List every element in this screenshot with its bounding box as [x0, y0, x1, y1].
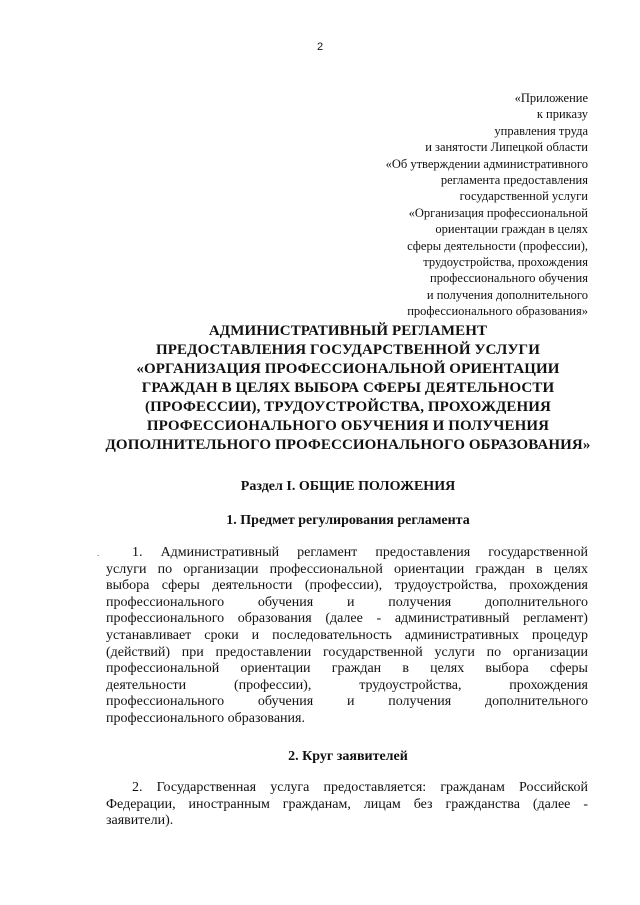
- word: сферы: [161, 578, 200, 594]
- word: прохождения: [509, 578, 588, 594]
- word: предоставляется:: [323, 780, 427, 795]
- word: при: [181, 644, 204, 660]
- paragraph-line: [106, 813, 588, 830]
- paragraph-line: [106, 678, 588, 695]
- appendix-line: и занятости Липецкой области: [425, 140, 588, 155]
- word: административный: [394, 611, 510, 627]
- word: (далее: [532, 796, 571, 812]
- paragraph-line: [106, 628, 588, 645]
- word: профессионального: [106, 694, 225, 710]
- paragraph-line: [106, 611, 588, 628]
- appendix-line: трудоустройства, прохождения: [423, 255, 588, 270]
- word: 2.: [132, 780, 143, 795]
- word: процедур: [531, 627, 588, 643]
- title-line: ПРЕДОСТАВЛЕНИЯ ГОСУДАРСТВЕННОЙ УСЛУГИ: [156, 342, 540, 358]
- paragraph-line: [106, 578, 588, 595]
- word: Федерации,: [106, 796, 176, 812]
- word: (действий): [106, 644, 171, 660]
- word: получения: [388, 594, 452, 610]
- word: трудоустройства,: [359, 677, 462, 693]
- word: услуги: [106, 561, 147, 577]
- word: регламент: [297, 545, 358, 560]
- word: государственной: [488, 545, 588, 560]
- word: сферы: [549, 661, 588, 677]
- word: целях: [430, 661, 465, 677]
- word: заявители).: [106, 813, 174, 829]
- word: обучения: [257, 694, 314, 710]
- word: по: [486, 644, 502, 660]
- subsection-1-paragraph: [106, 545, 588, 728]
- word: гражданства: [445, 796, 520, 812]
- word: граждан: [331, 661, 382, 677]
- appendix-line: ориентации граждан в целях: [435, 222, 588, 237]
- word: дополнительного: [484, 694, 588, 710]
- word: без: [413, 796, 433, 812]
- word: гражданам: [440, 780, 505, 795]
- word: Административный: [160, 545, 280, 560]
- word: (профессии),: [304, 578, 383, 594]
- word: организации: [512, 644, 588, 660]
- appendix-line: профессионального обучения: [430, 271, 588, 286]
- title-line: ГРАЖДАН В ЦЕЛЯХ ВЫБОРА СФЕРЫ ДЕЯТЕЛЬНОСТИ: [141, 380, 555, 396]
- word: ориентации: [394, 561, 465, 577]
- appendix-block: [288, 90, 588, 320]
- paragraph-line: [106, 694, 588, 711]
- margin-mark: .: [97, 548, 100, 558]
- title-line: АДМИНИСТРАТИВНЫЙ РЕГЛАМЕНТ: [208, 323, 488, 339]
- word: обучения: [257, 594, 314, 610]
- word: -: [583, 796, 588, 812]
- word: выбора: [485, 661, 529, 677]
- appendix-line: «Приложение: [514, 91, 588, 105]
- word: ориентации: [240, 661, 311, 677]
- word: (далее: [325, 611, 363, 627]
- word: Российской: [519, 780, 588, 795]
- word: профессиональной: [106, 661, 220, 677]
- appendix-line: «Об утверждении административного: [385, 156, 588, 171]
- word: 1.: [132, 545, 143, 560]
- appendix-line: государственной услуги: [459, 189, 588, 204]
- word: и: [346, 694, 355, 710]
- word: Государственная: [156, 780, 257, 795]
- word: по: [157, 561, 173, 577]
- word: иностранным: [188, 796, 270, 812]
- word: профессионального: [106, 594, 225, 610]
- word: устанавливает: [106, 627, 192, 643]
- word: получения: [388, 694, 452, 710]
- word: образования: [237, 611, 312, 627]
- word: профессионального: [106, 611, 225, 627]
- word: и: [251, 627, 260, 643]
- paragraph-line: [106, 661, 588, 678]
- paragraph-line: [106, 797, 588, 814]
- subsection-1-heading: 1. Предмет регулирования регламента: [226, 513, 470, 528]
- paragraph-line: [106, 711, 588, 728]
- word: целях: [553, 561, 588, 577]
- word: дополнительного: [484, 594, 588, 610]
- word: государственной: [323, 644, 423, 660]
- word: регламент): [523, 611, 588, 627]
- appendix-line: регламента предоставления: [440, 173, 588, 188]
- paragraph-line: [106, 595, 588, 612]
- subsection-2-paragraph: [106, 780, 588, 830]
- paragraph-line: [106, 545, 588, 562]
- word: выбора: [106, 578, 150, 594]
- word: лицам: [363, 796, 401, 812]
- paragraph-line: [106, 780, 588, 797]
- word: (профессии),: [233, 677, 312, 693]
- word: административных: [404, 627, 519, 643]
- title-line: (ПРОФЕССИИ), ТРУДОУСТРОЙСТВА, ПРОХОЖДЕНИЯ: [145, 399, 551, 415]
- word: гражданам,: [282, 796, 351, 812]
- title-line: ДОПОЛНИТЕЛЬНОГО ПРОФЕССИОНАЛЬНОГО ОБРАЗОВАНИЯ»: [105, 437, 591, 453]
- word: граждан: [475, 561, 525, 577]
- word: -: [376, 611, 382, 627]
- title-line: «ОРГАНИЗАЦИЯ ПРОФЕССИОНАЛЬНОЙ ОРИЕНТАЦИИ: [136, 361, 560, 377]
- word: профессионального образования.: [106, 710, 305, 726]
- word: сроки: [204, 627, 239, 643]
- word: услуги: [434, 644, 475, 660]
- appendix-line: управления труда: [494, 123, 588, 138]
- word: услуга: [270, 780, 310, 795]
- word: организации: [183, 561, 259, 577]
- word: деятельности: [212, 578, 293, 594]
- section-heading: Раздел I. ОБЩИЕ ПОЛОЖЕНИЯ: [240, 479, 456, 494]
- word: в: [536, 561, 543, 577]
- paragraph-line: [106, 562, 588, 579]
- word: прохождения: [509, 677, 588, 693]
- appendix-line: «Организация профессиональной: [408, 205, 588, 220]
- page-number: 2: [316, 41, 324, 53]
- paragraph-line: [106, 645, 588, 662]
- appendix-line: профессионального образования»: [407, 304, 588, 319]
- word: и: [346, 594, 355, 610]
- word: предоставления: [375, 545, 471, 560]
- word: деятельности: [106, 677, 187, 693]
- word: в: [402, 661, 409, 677]
- word: последовательность: [272, 627, 392, 643]
- word: трудоустройства,: [394, 578, 497, 594]
- appendix-line: и получения дополнительного: [426, 287, 588, 302]
- document-title: [90, 322, 606, 455]
- appendix-line: сферы деятельности (профессии),: [407, 238, 588, 253]
- subsection-2-heading: 2. Круг заявителей: [288, 749, 408, 764]
- appendix-line: к приказу: [536, 107, 588, 122]
- word: предоставлении: [215, 644, 312, 660]
- title-line: ПРОФЕССИОНАЛЬНОГО ОБУЧЕНИЯ И ПОЛУЧЕНИЯ: [146, 418, 550, 434]
- word: профессиональной: [269, 561, 383, 577]
